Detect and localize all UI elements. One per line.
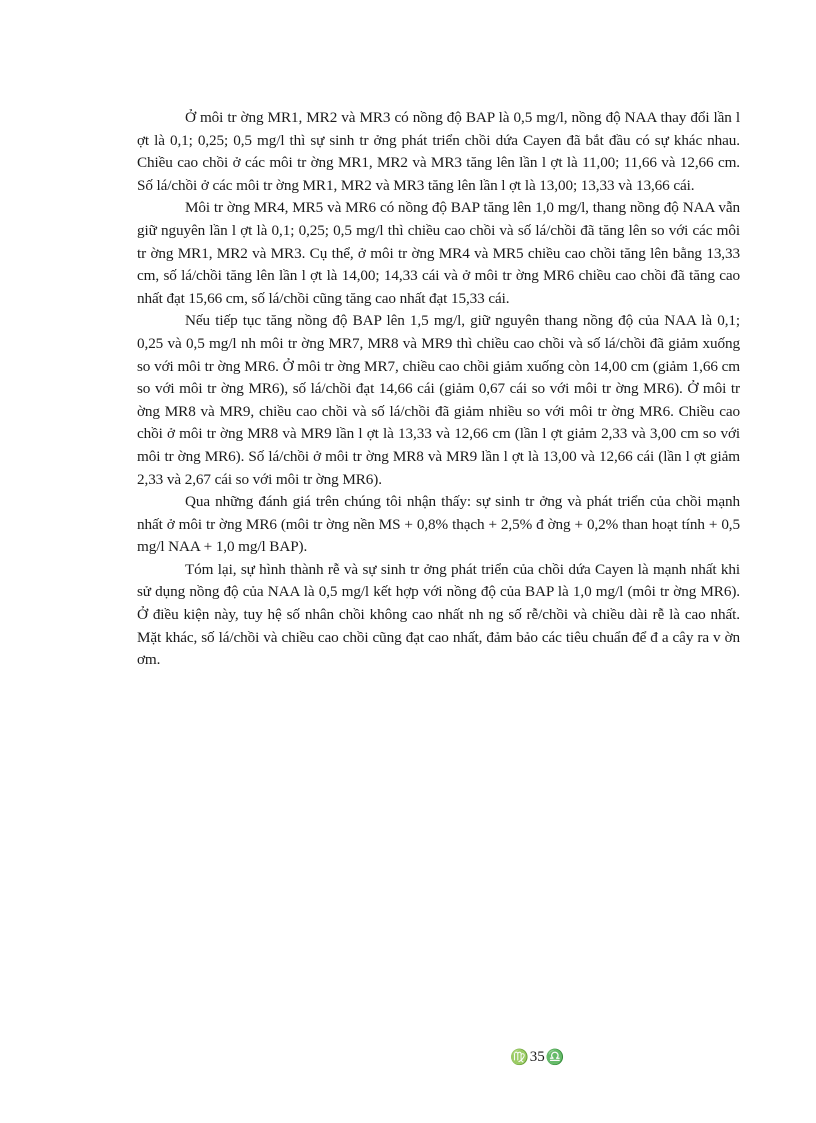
libra-ornament-icon: ♎ [545,1048,565,1066]
paragraph-1: Ở môi tr ờng MR1, MR2 và MR3 có nồng độ BAP là 0,5 mg/l, nồng độ NAA thay đổi lần l ợt là 0,1; 0,25; 0,5 mg/l thì sự sinh tr ởng phát triển chồi dứa Cayen đã bắt đầu có sự khác nhau. Chiều cao chồi ở các môi tr ờng MR1, MR2 và MR3 tăng lên lần l ợt là 11,00; 11,66 và 12,66 cm. Số lá/chồi ở các môi tr ờng MR1, MR2 và MR3 tăng lên lần l ợt là 13,00; 13,33 và 13,66 cái. [137,109,740,194]
page-footer [510,1049,564,1066]
page-number: 35 [529,1049,545,1065]
paragraph-2: Môi tr ờng MR4, MR5 và MR6 có nồng độ BAP tăng lên 1,0 mg/l, thang nồng độ NAA vẫn giữ nguyên lần l ợt là 0,1; 0,25; 0,5 mg/l thì chiều cao chồi và số lá/chồi đã tăng lên so với các môi tr ờng MR1, MR2 và MR3. Cụ thể, ở môi tr ờng MR4 và MR5 chiều cao chồi tăng lên bằng 13,33 cm, số lá/chồi tăng lên lần l ợt là 14,00; 14,33 cái và ở môi tr ờng MR6 chiều cao chồi đã tăng cao nhất đạt 15,66 cm, số lá/chồi cũng tăng cao nhất đạt 15,33 cái. [137,199,740,307]
paragraph-4: Qua những đánh giá trên chúng tôi nhận thấy: sự sinh tr ởng và phát triển của chồi mạnh nhất ở môi tr ờng MR6 (môi tr ờng nền MS + 0,8% thạch + 2,5% đ ờng + 0,2% than hoạt tính + 0,5 mg/l NAA + 1,0 mg/l BAP). [137,493,740,556]
body-text [137,107,740,672]
virgo-ornament-icon: ♍ [510,1048,529,1066]
paragraph-5: Tóm lại, sự hình thành rễ và sự sinh tr ởng phát triển của chồi dứa Cayen là mạnh nhất khi sử dụng nồng độ của NAA là 0,5 mg/l kết hợp với nồng độ của BAP là 1,0 mg/l (môi tr ờng MR6). Ở điều kiện này, tuy hệ số nhân chồi không cao nhất nh ng số rễ/chồi và chiều dài rễ là cao nhất. Mặt khác, số lá/chồi và chiều cao chồi cũng đạt cao nhất, đảm bảo các tiêu chuẩn để đ a cây ra v ờn ơm. [137,560,740,669]
paragraph-3: Nếu tiếp tục tăng nồng độ BAP lên 1,5 mg/l, giữ nguyên thang nồng độ của NAA là 0,1; 0,25 và 0,5 mg/l nh môi tr ờng MR7, MR8 và MR9 thì chiều cao chồi và số lá/chồi đã giảm xuống so với môi tr ờng MR6. Ở môi tr ờng MR7, chiều cao chồi giảm xuống còn 14,00 cm (giảm 1,66 cm so với môi tr ờng MR6), số lá/chồi đạt 14,66 cái (giảm 0,67 cái so với môi tr ờng MR6). Ở môi tr ờng MR8 và MR9, chiều cao chồi và số lá/chồi đã giảm nhiều so với môi tr ờng MR6. Chiều cao chồi ở môi tr ờng MR8 và MR9 lần l ợt là 13,33 và 12,66 cm (lần l ợt giảm 2,33 và 3,00 cm so với môi tr ờng MR6). Số lá/chồi ở môi tr ờng MR8 và MR9 lần l ợt là 13,00 và 12,66 cái (lần l ợt giảm 2,33 và 2,67 cái so với môi tr ờng MR6). [137,312,740,488]
